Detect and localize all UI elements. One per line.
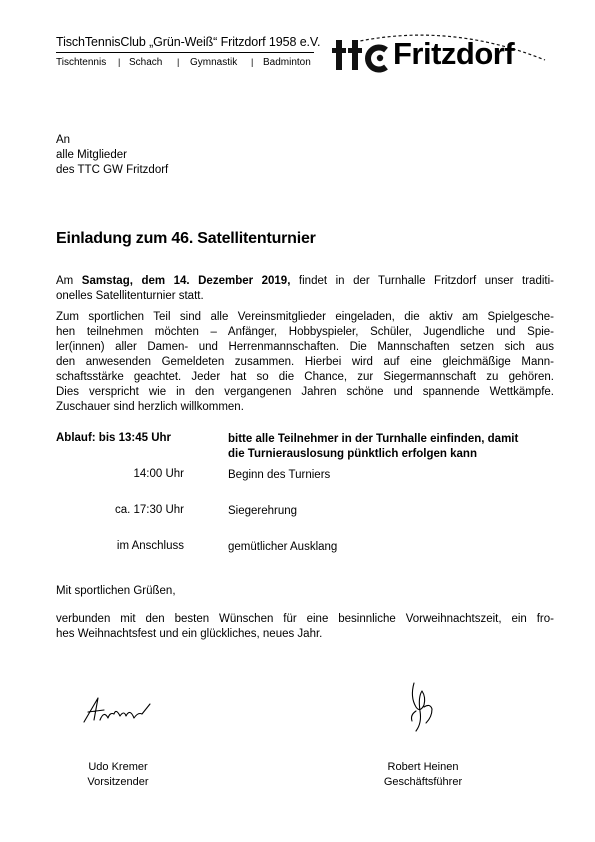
section-separator: |	[118, 57, 121, 67]
body-line: ler(innen) aller Damen- und Herrenmannschaften. Die Mannschaften setzen sich aus	[56, 341, 554, 353]
letterhead-rule	[56, 52, 314, 53]
section-separator: |	[251, 57, 254, 67]
schedule-first-desc-line: bitte alle Teilnehmer in der Turnhalle einfinden, damit	[228, 433, 519, 445]
signature-robert-heinen	[402, 677, 442, 737]
wishes-line: verbunden mit den besten Wünschen für eine besinnliche Vorweihnachtszeit, ein fro-	[56, 613, 554, 625]
wishes-paragraph	[56, 612, 554, 642]
body-paragraph	[56, 310, 554, 415]
signatory-role: Geschäftsführer	[383, 776, 463, 788]
body-line: schaftsstärke geachtet. Jeder hat so die Chance, zur Siegermannschaft zu gehören.	[56, 371, 554, 383]
club-sections	[56, 57, 314, 71]
schedule-first-desc	[228, 432, 518, 462]
section-badminton: Badminton	[263, 57, 311, 68]
intro-paragraph	[56, 274, 554, 304]
schedule-first-time: Ablauf: bis 13:45 Uhr	[56, 432, 172, 444]
body-line: Zum sportlichen Teil sind alle Vereinsmitglieder eingeladen, die aktiv am Spielgesche-	[56, 311, 554, 323]
signature-udo-kremer	[80, 690, 160, 730]
recipient-address	[56, 133, 168, 178]
signatory-name: Robert Heinen	[387, 761, 459, 773]
body-line: Zuschauer sind herzlich willkommen.	[56, 401, 244, 413]
event-date: Samstag, dem 14. Dezember 2019,	[81, 275, 291, 287]
body-line: den anwesenden Gemeldeten zusammen. Hierbei wird auf eine gleichmäßige Mann-	[56, 356, 554, 368]
address-line: An	[56, 134, 71, 146]
logo-wordmark: Fritzdorf	[393, 36, 515, 71]
section-schach: Schach	[129, 57, 163, 68]
schedule-desc: gemütlicher Ausklang	[228, 541, 338, 553]
intro-prefix: Am	[56, 275, 82, 287]
schedule-first-desc-line: die Turnierauslosung pünktlich erfolgen kann	[228, 448, 477, 460]
intro-line-2: onelles Satellitenturnier statt.	[56, 290, 204, 302]
section-gymnastik: Gymnastik	[190, 57, 238, 68]
wishes-line: hes Weihnachtsfest und ein glückliches, neues Jahr.	[56, 628, 323, 640]
schedule-time: ca. 17:30 Uhr	[114, 504, 184, 516]
signatory-left	[68, 760, 168, 790]
schedule-desc: Beginn des Turniers	[228, 469, 331, 481]
schedule-time: im Anschluss	[116, 540, 184, 552]
body-line: Dies verspricht wie in den vergangenen Jahren schöne und spannende Wettkämpfe.	[56, 386, 554, 398]
section-tischtennis: Tischtennis	[56, 57, 107, 68]
address-line: des TTC GW Fritzdorf	[56, 164, 169, 176]
intro-line-1	[56, 274, 554, 289]
schedule-time: 14:00 Uhr	[133, 468, 184, 480]
signatory-role: Vorsitzender	[87, 776, 149, 788]
body-line: hen teilnehmen möchten – Anfänger, Hobbyspieler, Schüler, Jugendliche und Spie-	[56, 326, 554, 338]
intro-line-1-rest: findet in der Turnhalle Fritzdorf unser traditi-	[290, 275, 554, 287]
section-separator: |	[177, 57, 180, 67]
closing-greeting: Mit sportlichen Grüßen,	[56, 585, 176, 597]
signatory-name: Udo Kremer	[88, 761, 148, 773]
letter-title: Einladung zum 46. Satellitenturnier	[56, 230, 316, 247]
signatory-right	[373, 760, 473, 790]
address-line: alle Mitglieder	[56, 149, 127, 161]
club-name: TischTennisClub „Grün-Weiß“ Fritzdorf 1958 e.V.	[56, 35, 321, 49]
schedule-desc: Siegerehrung	[228, 505, 298, 517]
